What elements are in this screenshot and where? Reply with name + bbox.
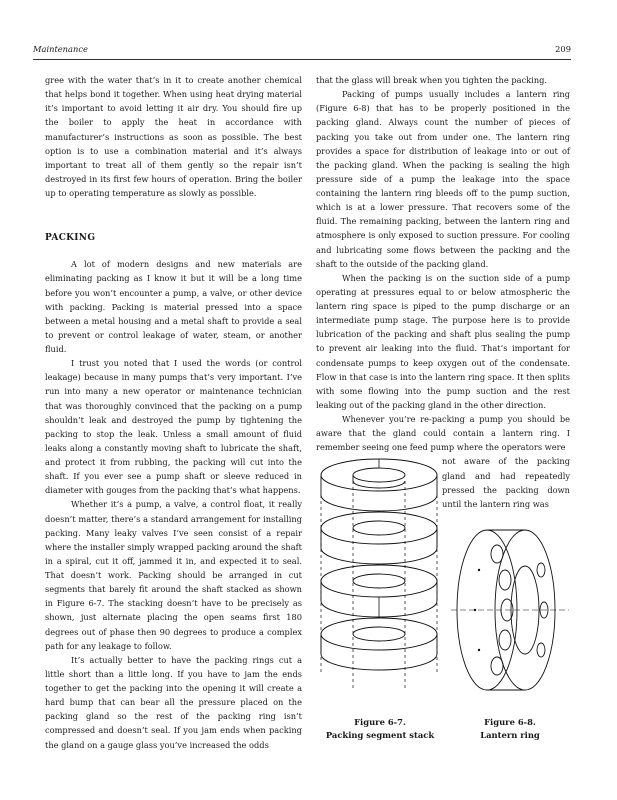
packing-ring xyxy=(321,618,437,670)
section-heading: PACKING xyxy=(45,233,96,244)
paragraph: Whether it’s a pump, a valve, a control float, it really doesn’t matter, there’s a standard arrangement for installing packing. Many leaky valves I’ve seen consist of a repair where the installer simply wrapped packing around the shaft in a spiral, cut it off, jammed it in, and expected it to seal. That doesn’t work. Packing should be arranged in cut segments that barely fit around the shaft stacked as shown in Figure 6-7. The stacking doesn’t have to be precisely as shown, just alternate placing the open seams first 180 degrees out of phase then 90 degrees to produce a complex path for any leakage to follow. xyxy=(45,499,302,651)
paragraph: not aware of the packing gland and had repeatedly pressed the packing down until the lantern ring was xyxy=(442,456,570,509)
paragraph: Whenever you’re re-packing a pump you should be aware that the gland could contain a lantern ring. I remember seeing one feed pump where the operators were xyxy=(316,414,570,453)
header-rule xyxy=(33,59,571,60)
figure-6-8-caption xyxy=(452,716,568,742)
figure-number: Figure 6-8. xyxy=(484,717,536,727)
left-column xyxy=(45,73,302,752)
packing-ring xyxy=(321,512,437,564)
lantern-ring-illustration xyxy=(449,510,571,710)
paragraph: Packing of pumps usually includes a lantern ring (Figure 6-8) that has to be properly positioned in the packing gland. Always count the number of pieces of packing you take out from under one. The lantern ring provides a space for distribution of leakage into or out of the packing gland. When the packing is sealing the high pressure side of a pump the leakage into the space containing the lantern ring bleeds off to the pump suction, which is at a lower pressure. That recovers some of the fluid. The remaining packing, between the lantern ring and atmosphere is only exposed to suction pressure. For cooling and lubricating some flows between the packing and the shaft to the outside of the packing gland. xyxy=(316,89,570,269)
running-title: Maintenance xyxy=(33,44,88,54)
packing-stack-illustration xyxy=(309,450,449,700)
paragraph: I trust you noted that I used the words (or control leakage) because in many pumps that’s very important. I’ve run into many a new operator or maintenance technician that was thoroughly convinced that the packing on a pump shouldn’t leak and destroyed the pump by tightening the packing to stop the leak. Unless a small amount of fluid leaks along a constantly moving shaft to lubricate the shaft, and protect it from rubbing, the packing will cut into the shaft. If you ever see a pump shaft or sleeve reduced in diameter with gouges from the packing that’s what happens. xyxy=(45,358,302,496)
figure-6-7-caption xyxy=(316,716,444,742)
right-column xyxy=(316,73,570,511)
paragraph: It’s actually better to have the packing rings cut a little short than a little long. If you have to jam the ends together to get the packing into the opening it will create a hard bump that can bear all the pressure placed on the packing gland so the rest of the packing ring isn’t compressed and doesn’t seal. If you jam ends when packing the gland on a gauge glass you’ve increased the odds xyxy=(45,654,302,750)
running-header xyxy=(33,44,571,58)
figure-number: Figure 6-7. xyxy=(354,717,406,727)
paragraph: gree with the water that’s in it to create another chemical that helps bond it together. When using heat drying material it’s important to avoid letting it air dry. You should fire up the boiler to apply the heat in accordance with manufacturer’s instructions as soon as possible. The best option is to use a combination material and it’s always important to treat all of them gently so the repair isn’t destroyed in its first few hours of operation. Bring the boiler up to operating temperature as slowly as possible. xyxy=(45,75,302,198)
paragraph: When the packing is on the suction side of a pump operating at pressures equal to or below atmospheric the lantern ring space is piped to the pump discharge or an intermediate pump stage. The purpose here is to provide lubrication of the packing and shaft plus sealing the pump to prevent air leaking into the fluid. That’s important for condensate pumps to keep oxygen out of the condensate. Flow in that case is into the lantern ring space. It then splits with some flowing into the pump suction and the rest leaking out of the packing gland in the other direction. xyxy=(316,272,570,410)
paragraph: A lot of modern designs and new materials are eliminating packing as I know it but it will be a long time before you won’t encounter a pump, a valve, or other device with packing. Packing is material pressed into a space between a metal housing and a metal shaft to provide a seal to prevent or control leakage of water, steam, or another fluid. xyxy=(45,259,302,354)
figure-title: Packing segment stack xyxy=(325,730,435,740)
paragraph: that the glass will break when you tighten the packing. xyxy=(316,75,548,85)
figure-title: Lantern ring xyxy=(480,730,540,740)
page-number: 209 xyxy=(555,44,571,54)
